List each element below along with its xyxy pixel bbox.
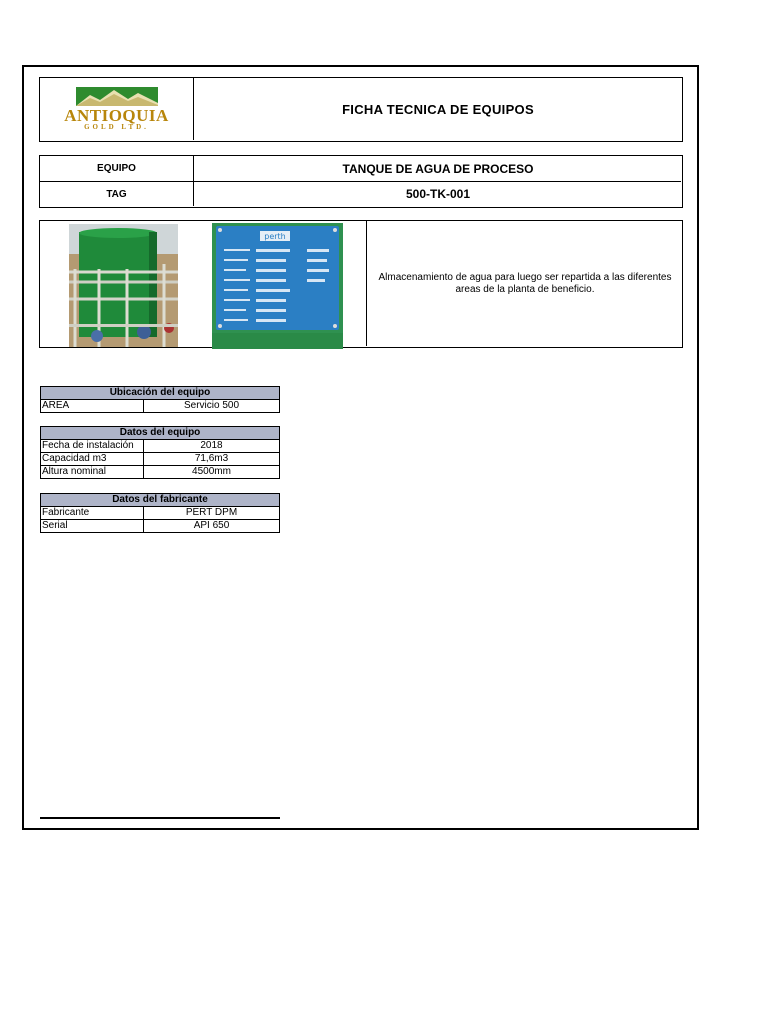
header-box: [39, 77, 683, 142]
row-key: Altura nominal: [41, 466, 144, 479]
equipment-data-table: [40, 426, 280, 479]
row-key: Fecha de instalación: [41, 440, 144, 453]
logo-mountain-icon: [76, 87, 158, 106]
nameplate-brand: perth: [264, 232, 286, 241]
table-row: [41, 440, 280, 453]
equipo-label: EQUIPO: [97, 163, 136, 174]
manufacturer-table-title: Datos del fabricante: [41, 494, 280, 507]
tank-photo: [69, 224, 178, 347]
equipment-box: [39, 155, 683, 208]
table-row: [41, 453, 280, 466]
row-key: AREA: [41, 400, 144, 413]
manufacturer-table: [40, 493, 280, 533]
row-value: Servicio 500: [144, 400, 280, 413]
row-key: Capacidad m3: [41, 453, 144, 466]
tag-value: 500-TK-001: [405, 187, 471, 201]
photo-divider: [366, 221, 367, 346]
table-row: [41, 507, 280, 520]
equipment-data-title: Datos del equipo: [41, 427, 280, 440]
row-value: API 650: [144, 520, 280, 533]
location-table: [40, 386, 280, 413]
location-table-title: Ubicación del equipo: [41, 387, 280, 400]
company-logo: [46, 85, 188, 133]
table-row: [41, 520, 280, 533]
table-row: [41, 466, 280, 479]
signature-line: [40, 817, 280, 819]
tag-label: TAG: [106, 188, 127, 200]
logo-cell: [40, 78, 193, 140]
row-value: 2018: [144, 440, 280, 453]
equipment-description: Almacenamiento de agua para luego ser repartida a las diferentes areas de la planta de beneficio.: [378, 271, 672, 295]
row-value: 71,6m3: [144, 453, 280, 466]
table-row: [41, 400, 280, 413]
logo-name: ANTIOQUIA: [64, 106, 169, 125]
row-value: PERT DPM: [144, 507, 280, 520]
logo-subtitle: GOLD LTD.: [84, 123, 149, 131]
page-title: FICHA TECNICA DE EQUIPOS: [342, 101, 534, 117]
row-key: Fabricante: [41, 507, 144, 520]
equipo-value: TANQUE DE AGUA DE PROCESO: [342, 161, 534, 176]
row-key: Serial: [41, 520, 144, 533]
row-value: 4500mm: [144, 466, 280, 479]
header-divider: [193, 78, 194, 140]
nameplate-photo: [212, 223, 343, 349]
